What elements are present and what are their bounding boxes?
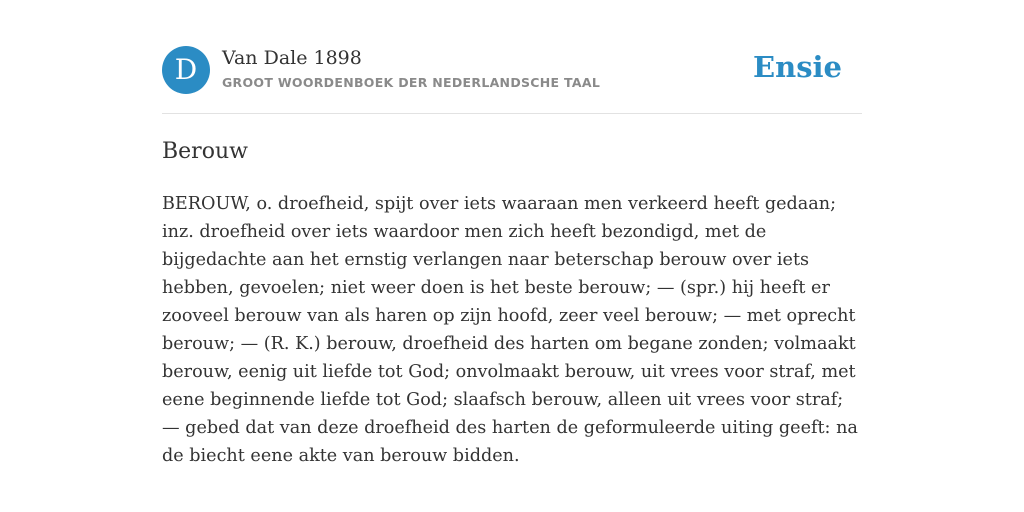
entry-headword: Berouw — [162, 139, 248, 164]
entry-definition: BEROUW, o. droefheid, spijt over iets waaraan men verkeerd heeft gedaan; inz. droefheid over iets waardoor men zich heeft bezondigd, met de bijgedachte aan het ernstig verlangen naar beterschap berouw over iets hebben, gevoelen; niet weer doen is het beste berouw; — (spr.) hij heeft er zooveel berouw van als haren op zijn hoofd, zeer veel berouw; — met oprecht berouw; — (R. K.) berouw, droefheid des harten om begane zonden; volmaakt berouw, eenig uit liefde tot God; onvolmaakt berouw, uit vrees voor straf, met eene beginnende liefde tot God; slaafsch berouw, alleen uit vrees voor straf; — gebed dat van deze droefheid des harten de geformuleerde uiting geeft: na de biecht eene akte van berouw bidden. — [162, 194, 858, 466]
source-title[interactable]: Van Dale 1898 — [222, 47, 362, 69]
header — [162, 46, 862, 96]
brand-logo[interactable]: Ensie — [753, 50, 842, 84]
source-logo[interactable]: D — [162, 46, 210, 94]
header-divider — [162, 113, 862, 114]
source-subtitle: GROOT WOORDENBOEK DER NEDERLANDSCHE TAAL — [222, 75, 601, 90]
